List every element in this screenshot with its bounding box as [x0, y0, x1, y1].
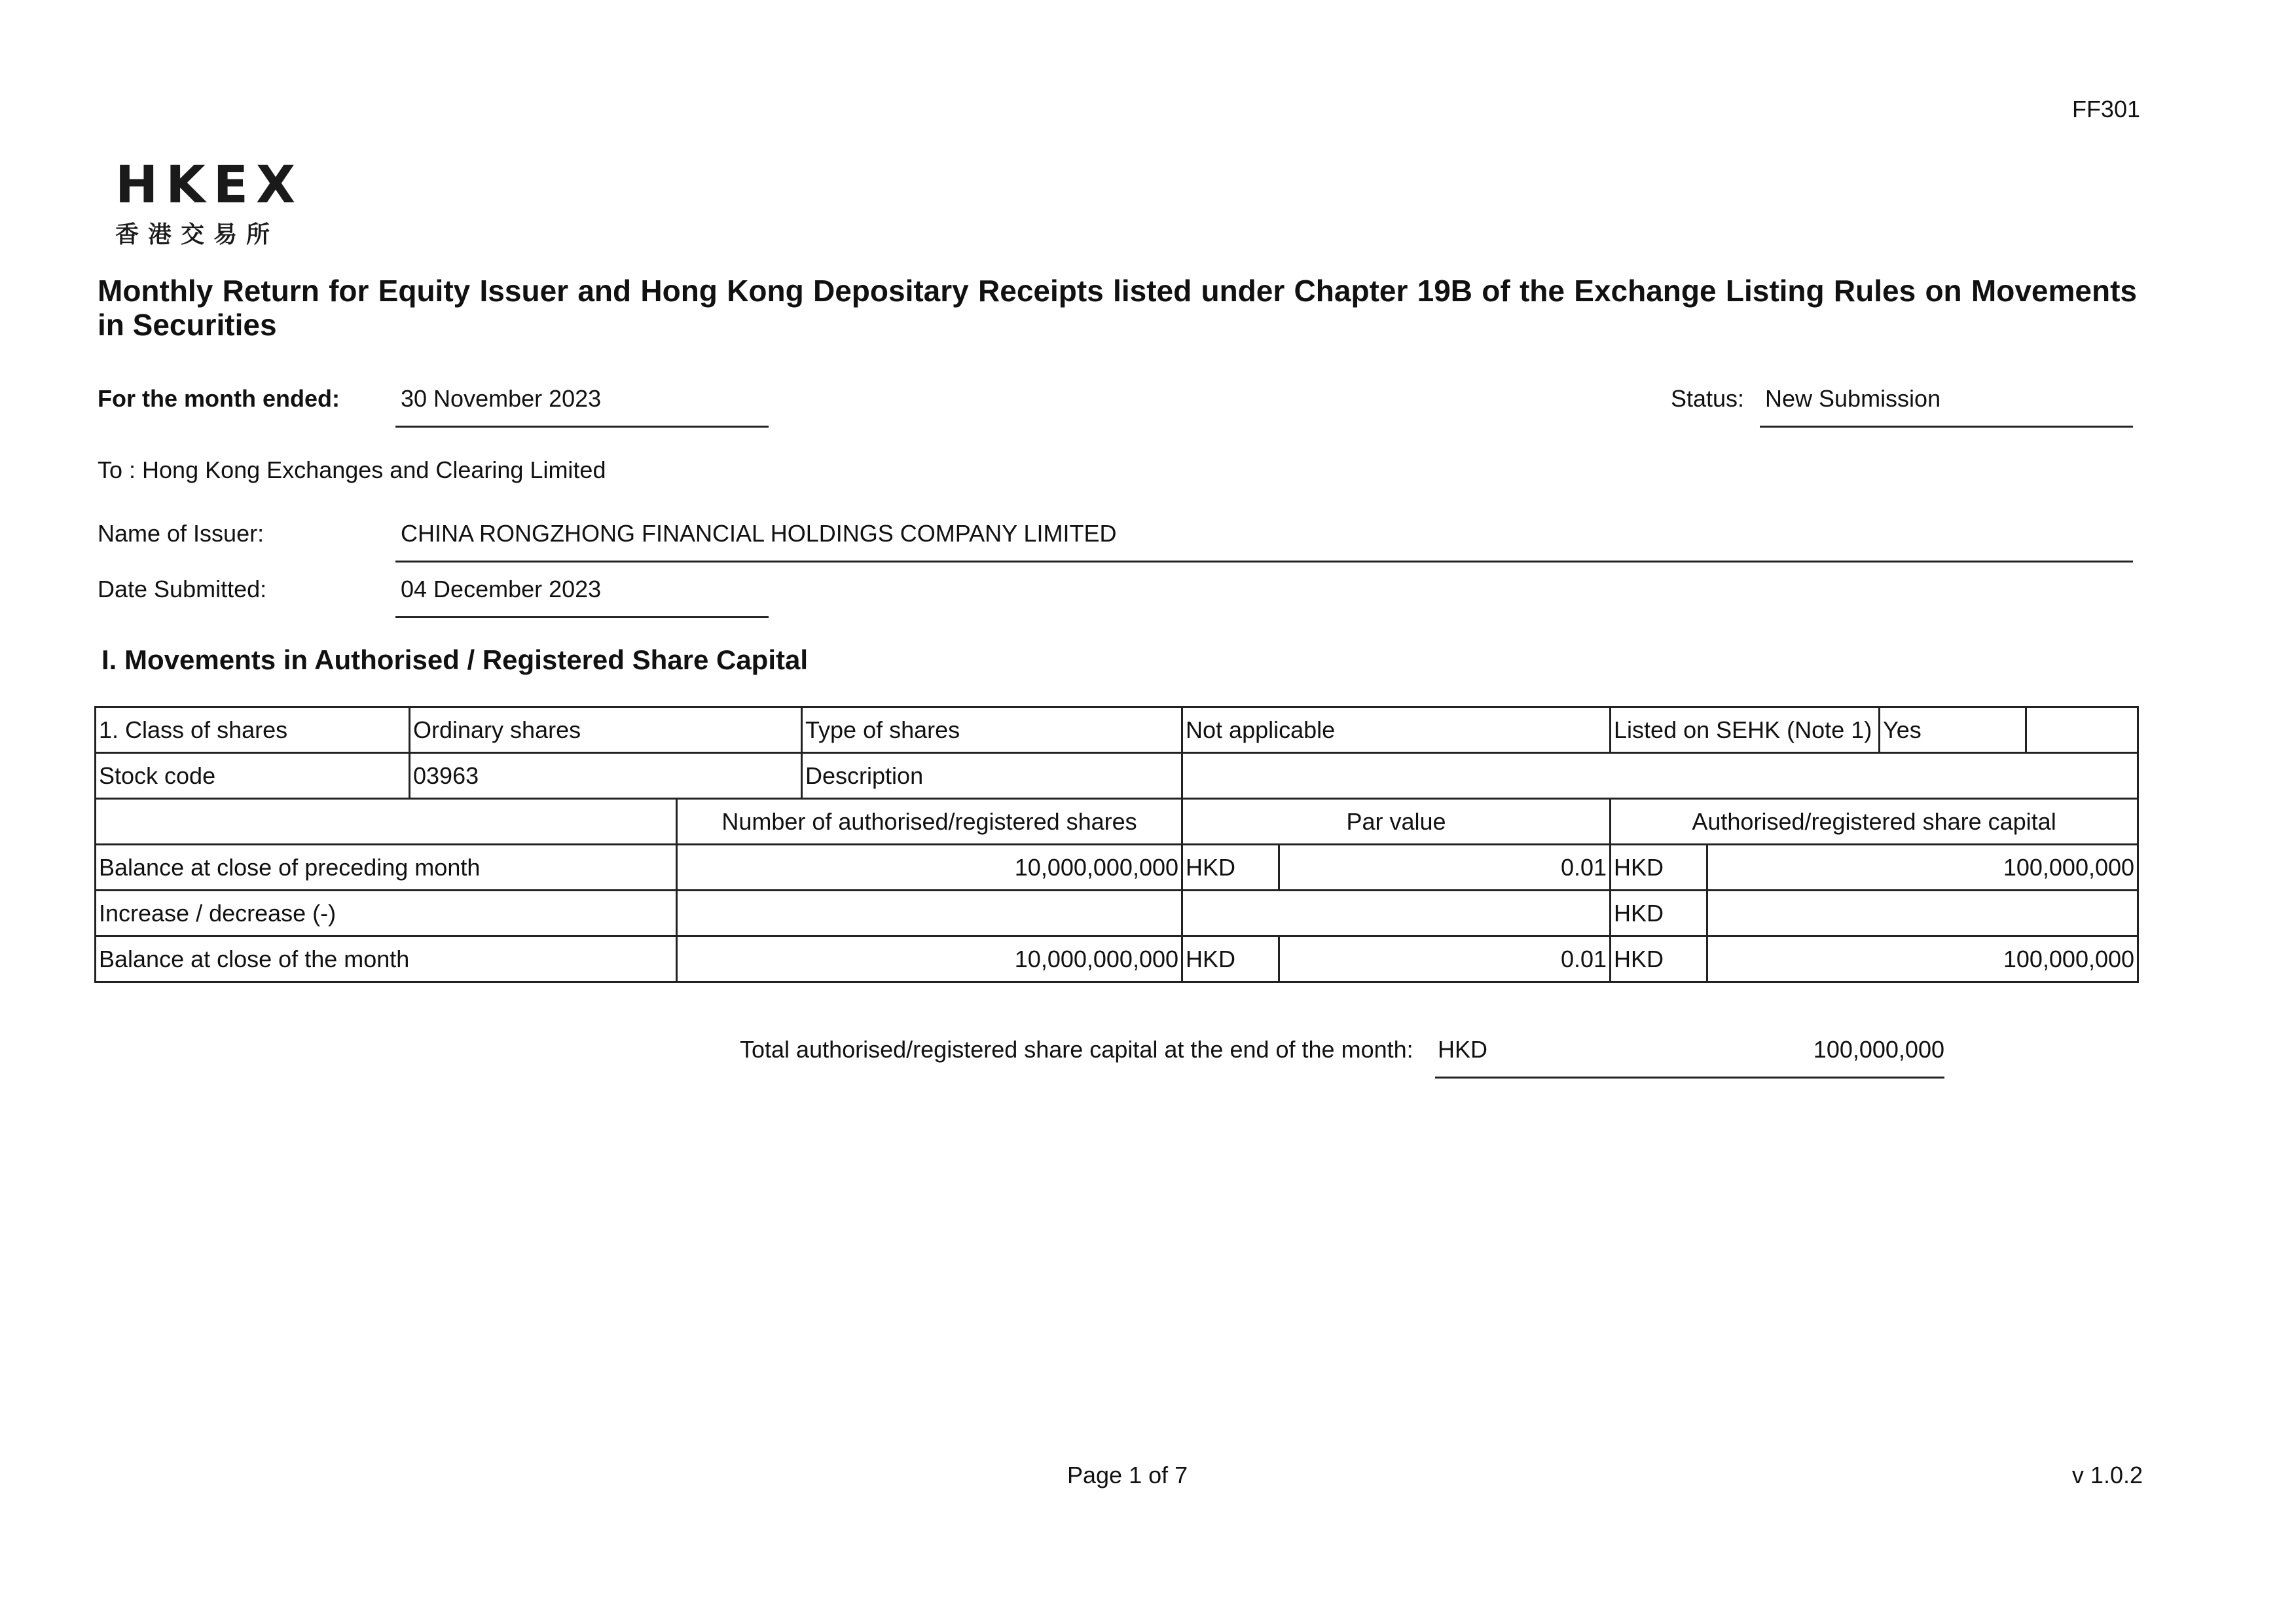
increase-decrease-row — [96, 891, 2138, 936]
capital-currency: HKD — [1611, 845, 1707, 891]
to-line: To : Hong Kong Exchanges and Clearing Limited — [98, 456, 606, 483]
class-of-shares-label: 1. Class of shares — [96, 707, 410, 753]
stock-code-row — [96, 753, 2138, 799]
header-blank — [96, 799, 677, 845]
stock-code-value: 03963 — [410, 753, 802, 799]
listed-on-sehk-label: Listed on SEHK (Note 1) — [1611, 707, 1880, 753]
month-ended-value: 30 November 2023 — [395, 385, 769, 428]
class-of-shares-value: Ordinary shares — [410, 707, 802, 753]
document-title: Monthly Return for Equity Issuer and Hong Kong Depositary Receipts listed under Chapter 19B of the Exchange Listing Rules on Movements in Securities — [98, 274, 2137, 342]
balance-preceding-row — [96, 845, 2138, 891]
column-header-row — [96, 799, 2138, 845]
section-title: I. Movements in Authorised / Registered Share Capital — [101, 644, 809, 675]
shares-value: 10,000,000,000 — [677, 845, 1182, 891]
total-capital-amount: 100,000,000 — [1533, 1036, 1944, 1079]
type-of-shares-label: Type of shares — [802, 707, 1182, 753]
issuer-value: CHINA RONGZHONG FINANCIAL HOLDINGS COMPANY LIMITED — [395, 520, 2133, 563]
capital-currency: HKD — [1611, 891, 1707, 936]
listed-on-sehk-answer: Yes — [1880, 708, 2027, 752]
class-of-shares-row — [96, 707, 2138, 753]
form-code: FF301 — [2071, 96, 2140, 122]
shares-value: 10,000,000,000 — [677, 936, 1182, 982]
capital-value: 100,000,000 — [1707, 845, 2138, 891]
capital-value: 100,000,000 — [1707, 936, 2138, 982]
capital-currency: HKD — [1611, 936, 1707, 982]
logo-chinese-text: 香港交易所 — [115, 221, 280, 248]
status-value: New Submission — [1760, 385, 2133, 428]
version-label: v 1.0.2 — [2071, 1462, 2143, 1488]
logo-latin-text: HKEX — [115, 156, 304, 215]
par-value: 0.01 — [1279, 936, 1611, 982]
date-submitted-value: 04 December 2023 — [395, 576, 769, 618]
par-value — [1182, 891, 1611, 936]
shares-value — [677, 891, 1182, 936]
col-header-par-value: Par value — [1182, 799, 1611, 845]
col-header-shares: Number of authorised/registered shares — [677, 799, 1182, 845]
listed-on-sehk-blank — [2027, 708, 2137, 752]
listed-on-sehk-value — [1880, 707, 2138, 753]
issuer-label: Name of Issuer: — [98, 520, 264, 547]
row-label: Increase / decrease (-) — [96, 891, 677, 936]
row-label: Balance at close of preceding month — [96, 845, 677, 891]
capital-value — [1707, 891, 2138, 936]
month-ended-label: For the month ended: — [98, 385, 340, 412]
par-currency: HKD — [1182, 936, 1279, 982]
type-of-shares-value: Not applicable — [1182, 707, 1611, 753]
row-label: Balance at close of the month — [96, 936, 677, 982]
par-currency: HKD — [1182, 845, 1279, 891]
status-label: Status: — [1671, 385, 1745, 412]
date-submitted-label: Date Submitted: — [98, 576, 267, 602]
balance-close-row — [96, 936, 2138, 982]
col-header-share-capital: Authorised/registered share capital — [1611, 799, 2138, 845]
description-value — [1182, 753, 2138, 799]
stock-code-label: Stock code — [96, 753, 410, 799]
description-label: Description — [802, 753, 1182, 799]
total-capital-currency: HKD — [1435, 1036, 1536, 1079]
share-capital-table — [94, 706, 2139, 983]
total-capital-label: Total authorised/registered share capital at the end of the month: — [740, 1036, 1413, 1063]
page-number: Page 1 of 7 — [1067, 1462, 1188, 1488]
par-value: 0.01 — [1279, 845, 1611, 891]
hkex-logo — [115, 156, 304, 249]
